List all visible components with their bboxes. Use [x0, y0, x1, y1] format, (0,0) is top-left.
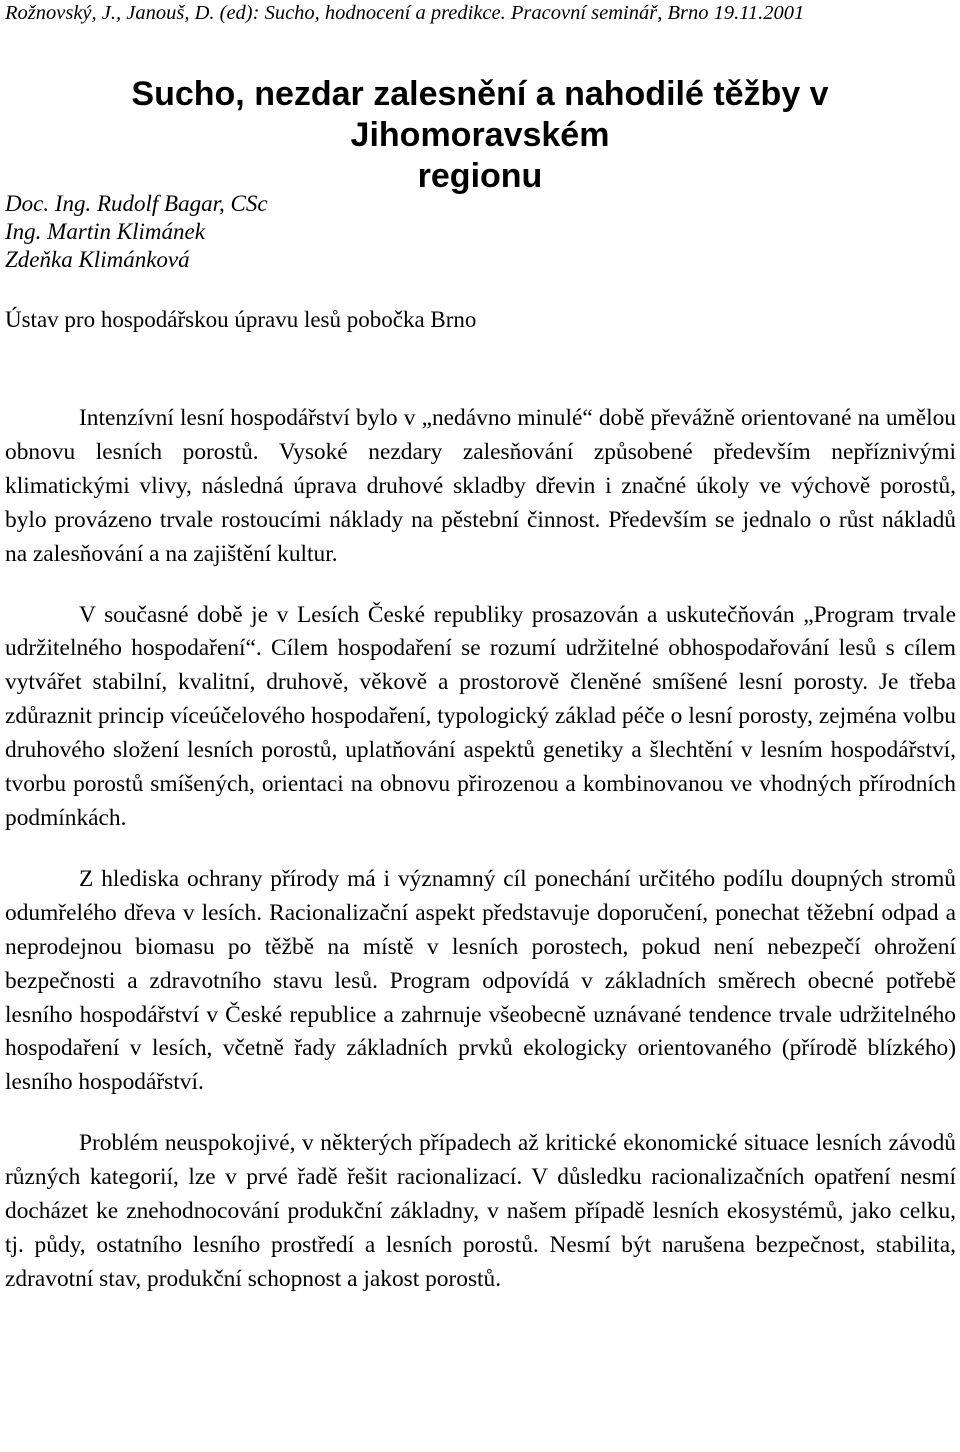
author-name: Zdeňka Klimánková [5, 247, 190, 272]
body-paragraph: Problém neuspokojivé, v některých případech až kritické ekonomické situace lesních závodů různých kategorií, lze v prvé řadě řešit racionalizací. V důsledku racionalizačních opatření nesmí docházet ke znehodnocování produkční základny, v našem případě lesních ekosystémů, jako celku, tj. půdy, ostatního lesního prostředí a lesních porostů. Nesmí být narušena bezpečnost, stabilita, zdravotní stav, produkční schopnost a jakost porostů. [5, 1130, 956, 1292]
affiliation: Ústav pro hospodářskou úpravu lesů pobočka Brno [5, 307, 477, 332]
running-header: Rožnovský, J., Janouš, D. (ed): Sucho, hodnocení a predikce. Pracovní seminář, Brno 19.11.2001 [5, 2, 805, 24]
author-name: Ing. Martin Klimánek [5, 219, 205, 244]
body-paragraph: Intenzívní lesní hospodářství bylo v „nedávno minulé“ době převážně orientované na umělou obnovu lesních porostů. Vysoké nezdary zalesňování způsobené především nepříznivými klimatickými vlivy, následná úprava druhové skladby dřevin i značné úkoly ve výchově porostů, bylo provázeno trvale rostoucími náklady na pěstební činnost. Především se jednalo o růst nákladů na zalesňování a na zajištění kultur. [5, 405, 956, 567]
paper-title [0, 74, 960, 197]
title-line-2: regionu [417, 157, 543, 195]
author-name: Doc. Ing. Rudolf Bagar, CSc [5, 191, 268, 216]
body-text [5, 402, 956, 1297]
body-paragraph: Z hlediska ochrany přírody má i významný cíl ponechání určitého podílu doupných stromů odumřelého dřeva v lesích. Racionalizační aspekt představuje doporučení, ponechat těžební odpad a neprodejnou biomasu po těžbě na místě v lesních porostech, pokud není nebezpečí ohrožení bezpečnosti a zdravotního stavu lesů. Program odpovídá v základních směrech obecné potřebě lesního hospodářství v České republice a zahrnuje všeobecně uznávané tendence trvale udržitelného hospodaření v lesích, včetně řady základních prvků ekologicky orientovaného (přírodě blízkého) lesního hospodářství. [5, 865, 956, 1096]
title-line-1: Sucho, nezdar zalesnění a nahodilé těžby v Jihomoravském [131, 75, 829, 154]
author-list [5, 190, 268, 274]
body-paragraph: V současné době je v Lesích České republiky prosazován a uskutečňován „Program trvale udržitelného hospodaření“. Cílem hospodaření se rozumí udržitelné obhospodařování lesů s cílem vytvářet stabilní, kvalitní, druhově, věkově a prostorově členěné smíšené lesní porosty. Je třeba zdůraznit princip víceúčelového hospodaření, typologický základ péče o lesní porosty, zejména volbu druhového složení lesních porostů, uplatňování aspektů genetiky a šlechtění v lesním hospodářství, tvorbu porostů smíšených, orientaci na obnovu přirozenou a kombinovanou ve vhodných přírodních podmínkách. [5, 601, 956, 831]
